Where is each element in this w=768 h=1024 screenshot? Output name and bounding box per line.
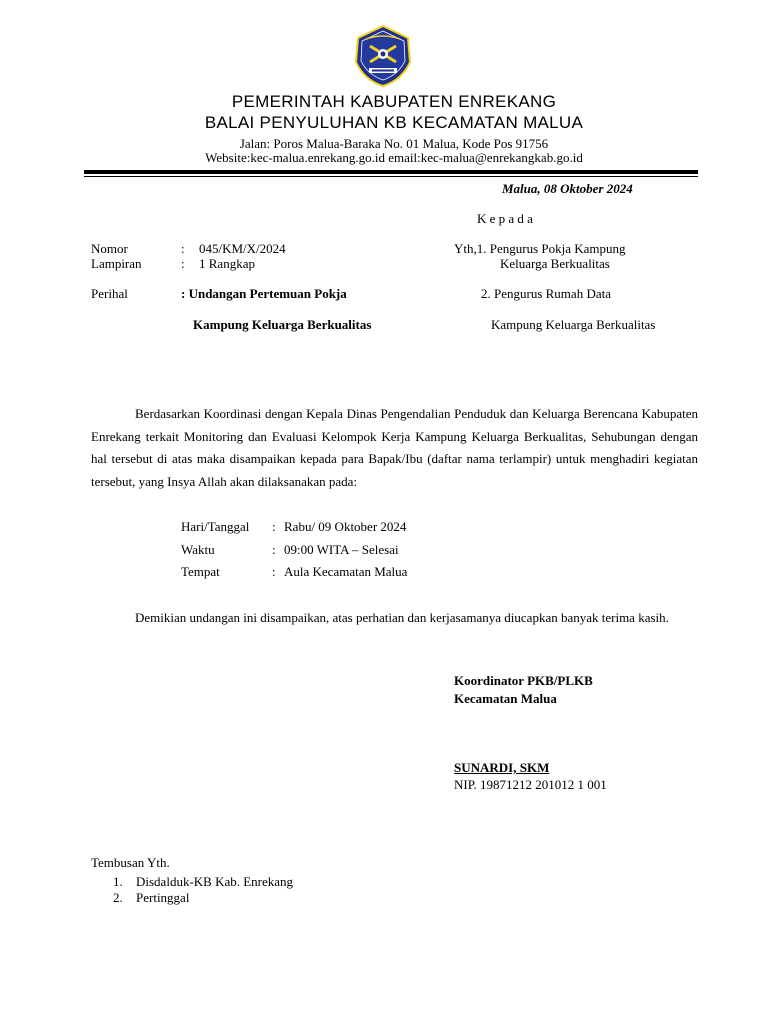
regency-emblem-icon	[352, 24, 414, 88]
nomor-value: 045/KM/X/2024	[199, 241, 286, 256]
tembusan-item-number: 2.	[113, 890, 123, 905]
signatory-title: Koordinator PKB/PLKB	[454, 673, 593, 688]
recipient-1-line2: Keluarga Berkualitas	[500, 256, 610, 271]
kepada-label: K e p a d a	[477, 211, 533, 226]
schedule-value-place: Aula Kecamatan Malua	[284, 564, 408, 579]
body-paragraph-2-text: Demikian undangan ini disampaikan, atas perhatian dan kerjasamanya diucapkan banyak terima kasih.	[135, 610, 669, 625]
signatory-nip: NIP. 19871212 201012 1 001	[454, 777, 607, 792]
letterhead-office: BALAI PENYULUHAN KB KECAMATAN MALUA	[204, 113, 584, 132]
schedule-colon-date: :	[272, 519, 276, 534]
letterhead-divider-thick	[84, 170, 698, 174]
perihal-value-line2: Kampung Keluarga Berkualitas	[193, 317, 372, 332]
letterhead-address: Jalan: Poros Malua-Baraka No. 01 Malua, Kode Pos 91756	[239, 136, 549, 151]
tembusan-label: Tembusan Yth.	[91, 855, 170, 870]
schedule-colon-place: :	[272, 564, 276, 579]
schedule-colon-time: :	[272, 542, 276, 557]
letterhead-government: PEMERINTAH KABUPATEN ENREKANG	[231, 92, 557, 111]
lampiran-label: Lampiran	[91, 256, 142, 271]
letterhead-website: Website:kec-malua.enrekang.go.id email:kec-malua@enrekangkab.go.id	[205, 150, 583, 165]
letter-date: Malua, 08 Oktober 2024	[502, 181, 633, 196]
recipient-2-line1: 2. Pengurus Rumah Data	[481, 286, 611, 301]
nomor-colon: :	[181, 241, 185, 256]
nomor-label: Nomor	[91, 241, 128, 256]
lampiran-value: 1 Rangkap	[199, 256, 255, 271]
tembusan-item-number: 1.	[113, 874, 123, 889]
body-paragraph-1	[91, 403, 698, 493]
schedule-value-time: 09:00 WITA – Selesai	[284, 542, 399, 557]
perihal-label: Perihal	[91, 286, 128, 301]
tembusan-item: Pertinggal	[136, 890, 190, 905]
schedule-value-date: Rabu/ 09 Oktober 2024	[284, 519, 407, 534]
schedule-label-place: Tempat	[181, 564, 220, 579]
signatory-office: Kecamatan Malua	[454, 691, 557, 706]
recipient-2-line2: Kampung Keluarga Berkualitas	[491, 317, 656, 332]
recipient-1-line1: Yth,1. Pengurus Pokja Kampung	[454, 241, 626, 256]
signatory-name: SUNARDI, SKM	[454, 760, 550, 775]
body-paragraph-2	[91, 607, 698, 630]
tembusan-item: Disdalduk-KB Kab. Enrekang	[136, 874, 294, 889]
lampiran-colon: :	[181, 256, 185, 271]
perihal-value: : Undangan Pertemuan Pokja	[181, 286, 347, 301]
schedule-label-time: Waktu	[181, 542, 215, 557]
body-paragraph-1-text: Berdasarkan Koordinasi dengan Kepala Dinas Pengendalian Penduduk dan Keluarga Berencana Kabupaten Enrekang terkait Monitoring dan Evaluasi Kelompok Kerja Kampung Keluarga Berkualitas, Sehubungan dengan hal tersebut di atas maka disampaikan kepada para Bapak/Ibu (daftar nama terlampir) untuk menghadiri kegiatan tersebut, yang Insya Allah akan dilaksanakan pada:	[91, 406, 698, 489]
letterhead-divider-thin	[84, 176, 698, 177]
schedule-label-date: Hari/Tanggal	[181, 519, 250, 534]
